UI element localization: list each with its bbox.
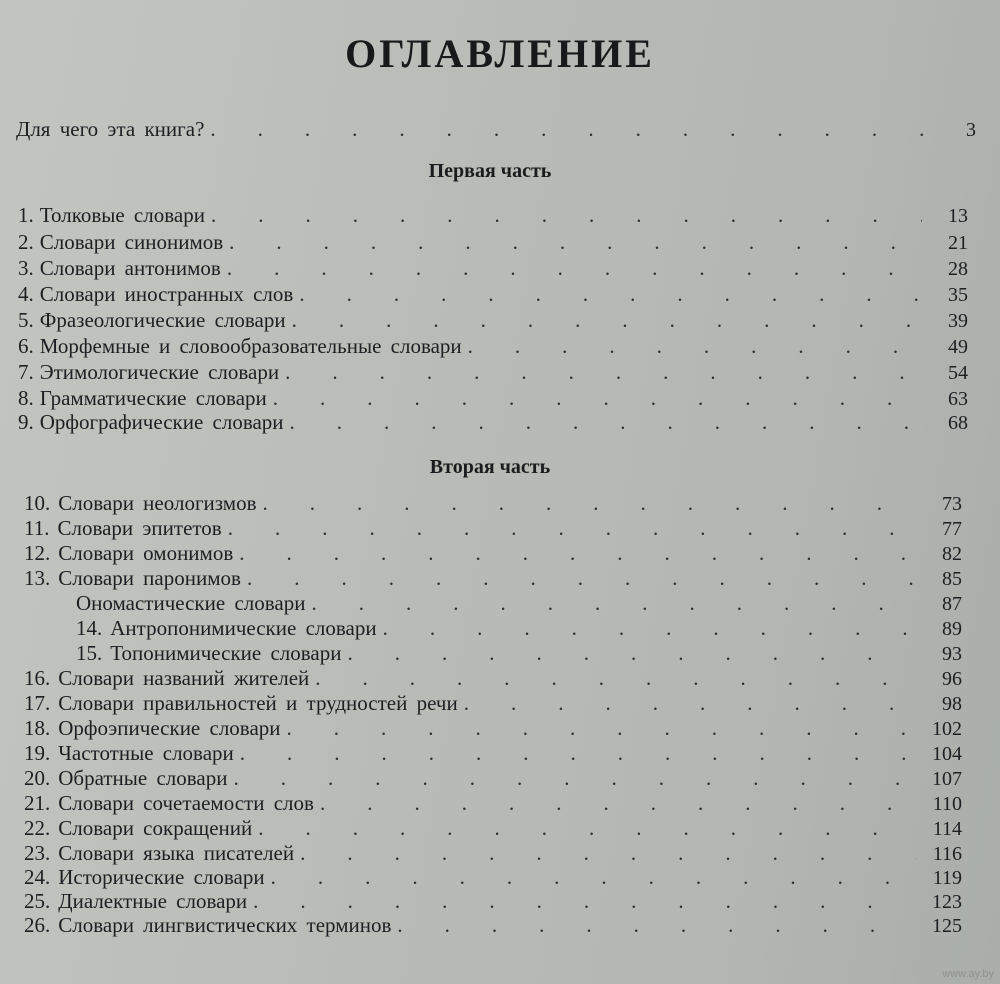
- toc-entry: [18, 410, 968, 435]
- toc-entry-number: 25.: [24, 889, 51, 913]
- toc-entry: [24, 889, 962, 914]
- toc-page-number: 13: [948, 205, 968, 227]
- toc-entry: [24, 766, 962, 791]
- toc-entry: [24, 913, 962, 938]
- toc-page-number: 123: [932, 891, 962, 913]
- toc-page-number: 49: [948, 336, 968, 358]
- toc-page-number: 35: [948, 284, 968, 306]
- toc-entry-sub: [76, 616, 962, 641]
- toc-entry-text: Словари языка писателей: [58, 841, 295, 865]
- toc-entry-number: 20.: [24, 766, 51, 790]
- toc-leader-dots: [258, 816, 916, 840]
- toc-entry-text: Топонимические словари: [110, 641, 342, 665]
- toc-entry-number: 22.: [24, 816, 51, 840]
- toc-leader-dots: [468, 334, 922, 358]
- toc-leader-dots: [227, 256, 922, 280]
- section-heading-part1: Первая часть: [428, 160, 552, 182]
- toc-entry-number: 23.: [24, 841, 51, 865]
- toc-entry-text: Ономастические словари: [76, 591, 306, 615]
- toc-entry-number: 9.: [18, 410, 34, 434]
- toc-entry-text: Словари неологизмов: [58, 491, 257, 515]
- toc-entry: [24, 491, 962, 516]
- toc-leader-dots: [210, 117, 930, 141]
- toc-entry-text: Словари сокращений: [58, 816, 253, 840]
- toc-entry-number: 13.: [24, 566, 51, 590]
- toc-leader-dots: [233, 766, 916, 790]
- toc-entry-text: Словари правильностей и трудностей речи: [58, 691, 458, 715]
- toc-page-number: 21: [948, 232, 968, 254]
- toc-entry-number: 7.: [18, 360, 34, 384]
- toc-entry: [18, 282, 968, 307]
- toc-entry-number: 1.: [18, 203, 34, 227]
- toc-entry-text: Словари синонимов: [39, 230, 224, 254]
- toc-entry: [24, 691, 962, 716]
- toc-page-number: 119: [932, 867, 962, 889]
- toc-entry: [24, 841, 962, 866]
- toc-entry-sub: [76, 591, 962, 616]
- toc-entry: [24, 716, 962, 741]
- toc-entry: [18, 256, 968, 281]
- watermark: www.ay.by: [942, 968, 994, 980]
- toc-entry-text: Словари сочетаемости слов: [58, 791, 314, 815]
- toc-entry-number: 6.: [18, 334, 34, 358]
- toc-leader-dots: [211, 203, 922, 227]
- toc-entry-number: 8.: [18, 386, 34, 410]
- toc-leader-dots: [347, 641, 916, 665]
- toc-leader-dots: [287, 716, 916, 740]
- toc-entry-number: 16.: [24, 666, 51, 690]
- toc-page-number: 54: [948, 362, 968, 384]
- toc-entry-text: Частотные словари: [58, 741, 234, 765]
- toc-entry-number: 10.: [24, 491, 51, 515]
- toc-entry-number: 18.: [24, 716, 51, 740]
- toc-entry-number: 5.: [18, 308, 34, 332]
- toc-leader-dots: [247, 566, 916, 590]
- toc-entry-text: Этимологические словари: [39, 360, 280, 384]
- toc-entry-text: Толковые словари: [39, 203, 205, 227]
- toc-leader-dots: [320, 791, 916, 815]
- toc-entry-text: Словари паронимов: [58, 566, 241, 590]
- toc-leader-dots: [228, 516, 916, 540]
- toc-page-number: 73: [942, 493, 962, 515]
- toc-page-number: 125: [932, 915, 962, 937]
- toc-entry-number: 24.: [24, 865, 51, 889]
- toc-entry-text: Словари названий жителей: [58, 666, 310, 690]
- toc-leader-dots: [315, 666, 916, 690]
- toc-entry-text: Антропонимические словари: [110, 616, 377, 640]
- toc-entry-number: 14.: [76, 616, 103, 640]
- toc-entry-text: Грамматические словари: [39, 386, 267, 410]
- toc-entry: [18, 386, 968, 411]
- toc-entry-number: 26.: [24, 913, 51, 937]
- toc-entry: [24, 865, 962, 890]
- toc-entry-number: 11.: [24, 516, 50, 540]
- toc-entry-text: Орфографические словари: [39, 410, 284, 434]
- toc-leader-dots: [239, 541, 916, 565]
- toc-leader-dots: [397, 913, 916, 937]
- toc-page-number: 89: [942, 618, 962, 640]
- toc-entry-text: Орфоэпические словари: [58, 716, 281, 740]
- toc-entry-text: Морфемные и словообразовательные словари: [39, 334, 462, 358]
- toc-entry: [18, 308, 968, 333]
- toc-entry-number: 17.: [24, 691, 51, 715]
- toc-entry-text: Обратные словари: [58, 766, 228, 790]
- toc-entry-text: Фразеологические словари: [39, 308, 286, 332]
- toc-page-number: 107: [932, 768, 962, 790]
- section-heading-part2: Вторая часть: [429, 456, 551, 478]
- toc-leader-dots: [299, 282, 922, 306]
- toc-entry-text: Словари антонимов: [39, 256, 221, 280]
- toc-leader-dots: [311, 591, 916, 615]
- toc-page-number: 68: [948, 412, 968, 434]
- toc-page-number: 3: [966, 119, 976, 141]
- toc-page-number: 85: [942, 568, 962, 590]
- toc-entry: [24, 566, 962, 591]
- toc-page-number: 28: [948, 258, 968, 280]
- toc-page-number: 93: [942, 643, 962, 665]
- toc-page-number: 116: [932, 843, 962, 865]
- toc-entry-intro: [16, 117, 976, 142]
- toc-entry-sub: [76, 641, 962, 666]
- toc-entry: [24, 741, 962, 766]
- toc-page-number: 104: [932, 743, 962, 765]
- toc-entry-text: Словари эпитетов: [57, 516, 222, 540]
- toc-leader-dots: [253, 889, 916, 913]
- toc-page-number: 77: [942, 518, 962, 540]
- toc-entry: [18, 334, 968, 359]
- toc-leader-dots: [273, 386, 922, 410]
- toc-entry-text: Словари омонимов: [58, 541, 234, 565]
- toc-entry-text: Словари лингвистических терминов: [58, 913, 392, 937]
- toc-leader-dots: [464, 691, 916, 715]
- toc-entry: [18, 230, 968, 255]
- toc-page-number: 110: [932, 793, 962, 815]
- toc-entry-text: Словари иностранных слов: [39, 282, 294, 306]
- toc-entry: [24, 791, 962, 816]
- toc-leader-dots: [292, 308, 922, 332]
- toc-entry-number: 2.: [18, 230, 34, 254]
- toc-entry-text: Исторические словари: [58, 865, 265, 889]
- page-title: ОГЛАВЛЕНИЕ: [345, 31, 655, 76]
- toc-leader-dots: [300, 841, 916, 865]
- toc-entry-text: Диалектные словари: [58, 889, 248, 913]
- toc-entry-number: 12.: [24, 541, 51, 565]
- toc-page-number: 39: [948, 310, 968, 332]
- toc-entry-number: 3.: [18, 256, 34, 280]
- toc-entry: [24, 516, 962, 541]
- toc-entry: [24, 666, 962, 691]
- toc-entry: [18, 360, 968, 385]
- toc-entry-number: 21.: [24, 791, 51, 815]
- toc-entry-text: Для чего эта книга?: [16, 117, 205, 141]
- toc-page-number: 63: [948, 388, 968, 410]
- toc-page-number: 102: [932, 718, 962, 740]
- toc-page-number: 96: [942, 668, 962, 690]
- toc-entry: [24, 541, 962, 566]
- toc-entry-number: 19.: [24, 741, 51, 765]
- toc-leader-dots: [285, 360, 922, 384]
- toc-page-number: 98: [942, 693, 962, 715]
- toc-leader-dots: [271, 865, 916, 889]
- toc-page-number: 114: [932, 818, 962, 840]
- toc-entry: [24, 816, 962, 841]
- toc-leader-dots: [229, 230, 922, 254]
- toc-entry-number: 4.: [18, 282, 34, 306]
- toc-leader-dots: [290, 410, 922, 434]
- toc-leader-dots: [263, 491, 917, 515]
- toc-entry-number: 15.: [76, 641, 103, 665]
- toc-leader-dots: [383, 616, 916, 640]
- toc-entry: [18, 203, 968, 228]
- toc-leader-dots: [240, 741, 916, 765]
- toc-page-number: 87: [942, 593, 962, 615]
- toc-page-number: 82: [942, 543, 962, 565]
